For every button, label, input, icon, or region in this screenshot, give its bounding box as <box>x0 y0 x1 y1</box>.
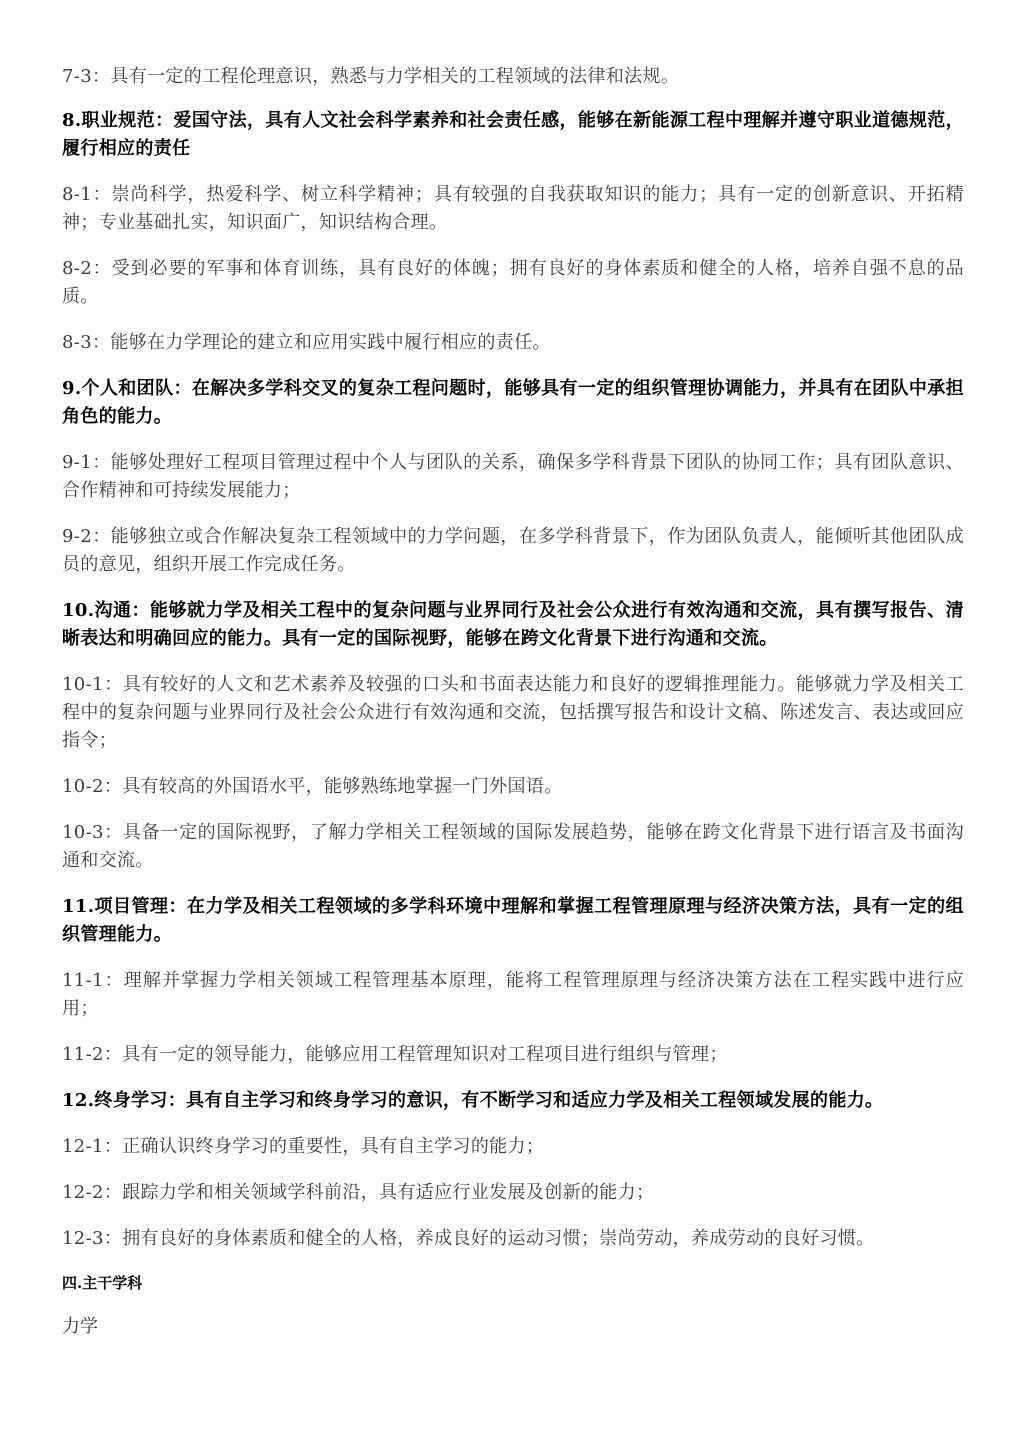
requirement-7-3: 7-3：具有一定的工程伦理意识，熟悉与力学相关的工程领域的法律和法规。 <box>62 66 680 87</box>
requirement-12-1: 12-1：正确认识终身学习的重要性，具有自主学习的能力； <box>62 1136 545 1157</box>
document-page <box>62 63 964 1341</box>
requirement-10-3: 10-3：具备一定的国际视野，了解力学相关工程领域的国际发展趋势，能够在跨文化背景下进行语言及书面沟通和交流。 <box>62 822 964 871</box>
section-content-discipline: 力学 <box>62 1316 98 1337</box>
requirement-9-1: 9-1：能够处理好工程项目管理过程中个人与团队的关系，确保多学科背景下团队的协同工作；具有团队意识、合作精神和可持续发展能力； <box>62 452 964 501</box>
requirement-10-2: 10-2：具有较高的外国语水平，能够熟练地掌握一门外国语。 <box>62 776 563 797</box>
requirement-12-3: 12-3：拥有良好的身体素质和健全的人格，养成良好的运动习惯；崇尚劳动，养成劳动的良好习惯。 <box>62 1228 875 1249</box>
requirement-10-1: 10-1：具有较好的人文和艺术素养及较强的口头和书面表达能力和良好的逻辑推理能力。能够就力学及相关工程中的复杂问题与业界同行及社会公众进行有效沟通和交流，包括撰写报告和设计文稿、陈述发言、表达或回应指令； <box>62 674 964 751</box>
heading-8-professional-norms: 8.职业规范：爱国守法，具有人文社会科学素养和社会责任感，能够在新能源工程中理解并遵守职业道德规范，履行相应的责任 <box>62 110 964 159</box>
heading-11-project-management: 11.项目管理：在力学及相关工程领域的多学科环境中理解和掌握工程管理原理与经济决策方法，具有一定的组织管理能力。 <box>62 896 964 945</box>
heading-12-lifelong-learning: 12.终身学习：具有自主学习和终身学习的意识，有不断学习和适应力学及相关工程领域发展的能力。 <box>62 1090 884 1111</box>
heading-9-individual-team: 9.个人和团队：在解决多学科交叉的复杂工程问题时，能够具有一定的组织管理协调能力，并具有在团队中承担角色的能力。 <box>62 378 964 427</box>
heading-10-communication: 10.沟通：能够就力学及相关工程中的复杂问题与业界同行及社会公众进行有效沟通和交流，具有撰写报告、清晰表达和明确回应的能力。具有一定的国际视野，能够在跨文化背景下进行沟通和交流。 <box>62 600 964 649</box>
requirement-11-2: 11-2：具有一定的领导能力，能够应用工程管理知识对工程项目进行组织与管理； <box>62 1044 728 1065</box>
requirement-11-1: 11-1：理解并掌握力学相关领域工程管理基本原理，能将工程管理原理与经济决策方法在工程实践中进行应用； <box>62 970 964 1019</box>
requirement-8-2: 8-2：受到必要的军事和体育训练，具有良好的体魄；拥有良好的身体素质和健全的人格，培养自强不息的品质。 <box>62 258 964 307</box>
requirement-8-3: 8-3：能够在力学理论的建立和应用实践中履行相应的责任。 <box>62 332 551 353</box>
requirement-9-2: 9-2：能够独立或合作解决复杂工程领域中的力学问题，在多学科背景下，作为团队负责人，能倾听其他团队成员的意见，组织开展工作完成任务。 <box>62 526 964 575</box>
requirement-12-2: 12-2：跟踪力学和相关领域学科前沿，具有适应行业发展及创新的能力； <box>62 1182 655 1203</box>
requirement-8-1: 8-1：崇尚科学，热爱科学、树立科学精神；具有较强的自我获取知识的能力；具有一定的创新意识、开拓精神；专业基础扎实，知识面广，知识结构合理。 <box>62 184 964 233</box>
section-title-main-discipline: 四.主干学科 <box>62 1274 143 1292</box>
